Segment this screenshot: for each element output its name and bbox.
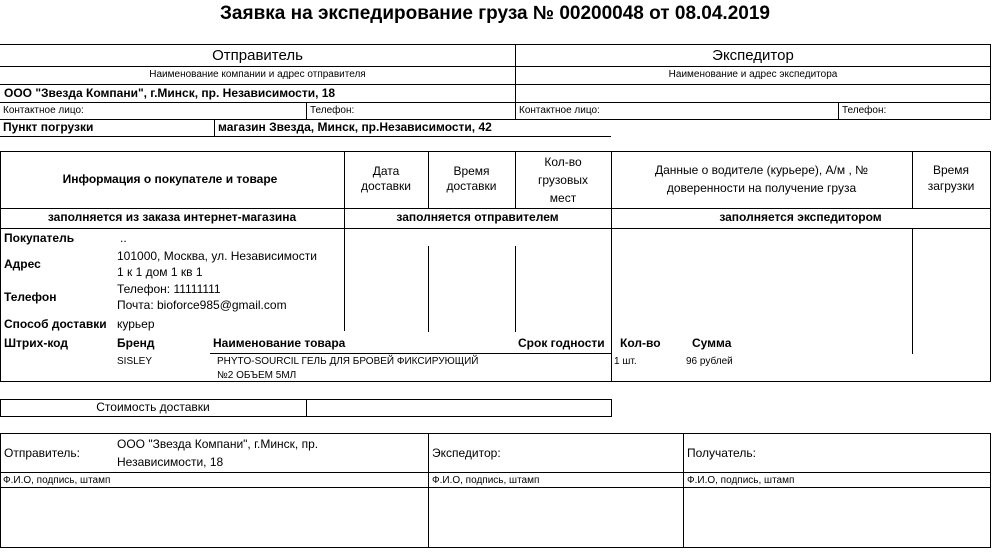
sender-company: ООО "Звезда Компани", г.Минск, пр. Независимости, 18 [4, 86, 336, 100]
goods-header-barcode: Штрих-код [4, 336, 68, 350]
fill-sender-label: заполняется отправителем [396, 210, 559, 224]
sign-sender-line-1: ООО "Звезда Компани", г.Минск, пр. [117, 437, 319, 451]
document-title: Заявка на экспедирование груза № 00200048 от 08.04.2019 [220, 3, 770, 24]
forwarder-phone-label: Телефон: [842, 105, 887, 116]
sign-recipient-label: Получатель: [687, 446, 756, 460]
address-line-1: 101000, Москва, ул. Независимости [117, 249, 317, 263]
goods-sum: 96 рублей [686, 356, 733, 367]
goods-name-line-1: PHYTO-SOURCIL ГЕЛЬ ДЛЯ БРОВЕЙ ФИКСИРУЮЩИЙ [217, 356, 479, 367]
goods-brand: SISLEY [117, 356, 153, 367]
col-buyer-goods: Информация о покупателе и товаре [62, 172, 278, 186]
sign-sender-fio: Ф.И.О, подпись, штамп [3, 475, 111, 486]
sender-subheader: Наименование компании и адрес отправителя [149, 69, 366, 80]
sign-sender-line-2: Независимости, 18 [117, 455, 224, 469]
goods-name-line-2: №2 ОБЪЕМ 5МЛ [217, 370, 297, 381]
sender-phone-label: Телефон: [310, 105, 355, 116]
goods-header-expiry: Срок годности [518, 336, 605, 350]
loading-point-label: Пункт погрузки [3, 120, 94, 134]
sign-recipient-fio: Ф.И.О, подпись, штамп [687, 475, 795, 486]
sender-contact-label: Контактное лицо: [3, 105, 84, 116]
goods-header-sum: Сумма [692, 336, 732, 350]
col-driver-1: Данные о водителе (курьере), А/м , № [654, 163, 869, 177]
forwarder-header: Экспедитор [712, 47, 794, 64]
forwarder-contact-label: Контактное лицо: [519, 105, 600, 116]
sign-sender-label: Отправитель: [4, 446, 80, 460]
col-load-time-2: загрузки [927, 179, 975, 193]
col-delivery-time-1: Время [453, 164, 490, 178]
phone-label: Телефон [4, 290, 57, 304]
goods-header-name: Наименование товара [213, 336, 346, 350]
phone-line-2: Почта: bioforce985@gmail.com [117, 298, 287, 312]
address-line-2: 1 к 1 дом 1 кв 1 [117, 265, 203, 279]
phone-line-1: Телефон: 11111111 [117, 282, 221, 296]
fill-forwarder-label: заполняется экспедитором [719, 210, 882, 224]
col-places-2: грузовых [538, 173, 588, 187]
goods-header-brand: Бренд [117, 336, 155, 350]
sign-forwarder-label: Экспедитор: [432, 446, 501, 460]
col-delivery-date-2: доставки [360, 179, 412, 193]
delivery-method-value: курьер [117, 317, 155, 331]
fill-shop-label: заполняется из заказа интернет-магазина [47, 210, 297, 224]
forwarder-subheader: Наименование и адрес экспедитора [668, 69, 838, 80]
col-places-1: Кол-во [544, 155, 582, 169]
buyer-value: .. [120, 231, 127, 245]
col-delivery-date-1: Дата [372, 164, 400, 178]
delivery-method-label: Способ доставки [4, 317, 107, 331]
col-driver-2: доверенности на получение груза [666, 181, 857, 195]
loading-point-value: магазин Звезда, Минск, пр.Независимости, 42 [218, 120, 492, 134]
col-load-time-1: Время [932, 163, 970, 177]
col-delivery-time-2: доставки [446, 179, 497, 193]
address-label: Адрес [4, 257, 41, 271]
sender-header: Отправитель [212, 47, 303, 64]
col-places-3: мест [549, 191, 577, 205]
sign-forwarder-fio: Ф.И.О, подпись, штамп [432, 475, 540, 486]
delivery-cost-label: Стоимость доставки [96, 400, 210, 414]
buyer-label: Покупатель [4, 231, 75, 245]
goods-qty: 1 шт. [614, 356, 637, 367]
goods-header-qty: Кол-во [620, 336, 661, 350]
